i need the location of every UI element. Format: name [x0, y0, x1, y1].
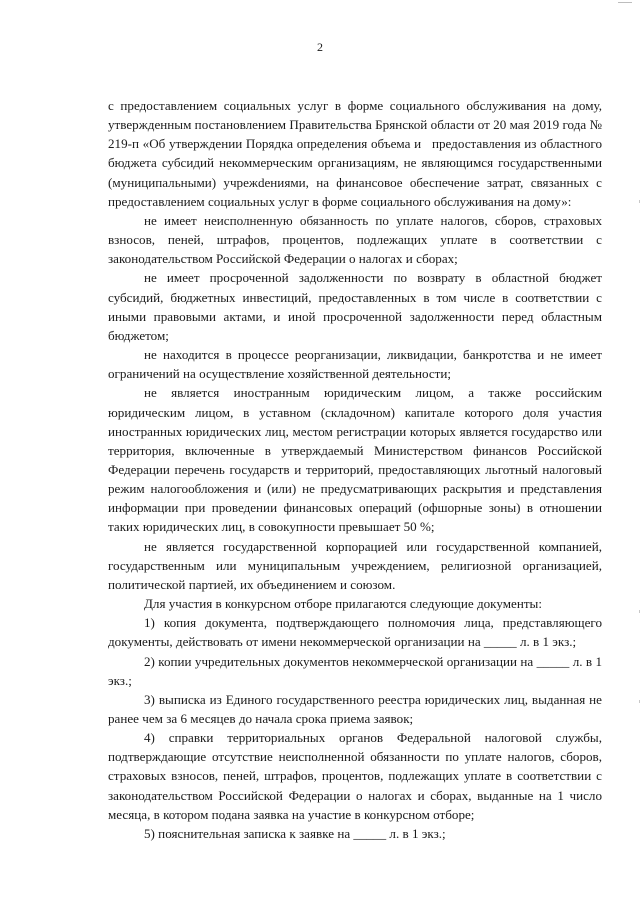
paragraph: не имеет неисполненную обязанность по уплате налогов, сборов, страховых взносов, пеней, штрафов, процентов, подлежащих уплате в соответствии с законодательством Российской Федерации о налогах и сборах;: [108, 212, 602, 267]
paragraph: с предоставлением социальных услуг в форме социального обслуживания на дому, утвержденным постановлением Правительства Брянской области от 20 мая 2019 года № 219-п «Об утверждении Порядка определения объема и предоставления из областного бюджета субсидий некоммерческим организациям, не являющимся государственными (муниципальными) учрежdениями, на финансовое обеспечение затрат, связанных с предоставлением социальных услуг в форме социального обслуживания на дому»:: [108, 98, 602, 209]
paragraph: не имеет просроченной задолженности по возврату в областной бюджет субсидий, бюджетных инвестиций, предоставленных в том числе в соответствии с иными правовыми актами, и иной просроченной задолженности перед областным бюджетом;: [108, 270, 602, 343]
page-number: 2: [317, 40, 323, 54]
list-item-paragraph: 3) выписка из Единого государственного реестра юридических лиц, выданная не ранее чем за 6 месяцев до начала срока приема заявок;: [108, 691, 602, 726]
list-item-paragraph: 2) копии учредительных документов некоммерческой организации на _____ л. в 1 экз.;: [108, 653, 602, 688]
list-item-paragraph: 4) справки территориальных органов Федеральной налоговой службы, подтверждающие отсутствие неисполненной обязанности по уплате налогов, сборов, страховых взносов, пеней, штрафов, процентов, подлежащих уплате в соответствии с законодательством Российской Федерации о налогах и сборах, выданные на 1 число месяца, в котором подана заявка на участие в конкурсном отборе;: [108, 730, 602, 822]
list-item-paragraph: 1) копия документа, подтверждающего полномочия лица, представляющего документы, действовать от имени некоммерческой организации на _____ л. в 1 экз.;: [108, 615, 602, 650]
list-item-paragraph: 5) пояснительная записка к заявке на _____ л. в 1 экз.;: [144, 825, 446, 841]
paragraph: не является государственной корпорацией или государственной компанией, государственным или муниципальным учреждением, религиозной организацией, политической партией, их объединением и союзом.: [108, 538, 602, 592]
document-body: [108, 96, 602, 843]
paragraph: не является иностранным юридическим лицом, а также российским юридическим лицом, в уставном (складочном) капитале которого доля участия иностранных юридических лиц, местом регистрации которых является государство или территория, включенные в утверждаемый Министерством финансов Российской Федерации перечень государств и территорий, предоставляющих льготный налоговый режим налогообложения и (или) не предусматривающих раскрытия и представления информации при проведении финансовых операций (офшорные зоны) в отношении таких юридических лиц, в совокупности превышает 50 %;: [108, 385, 602, 535]
scan-edge-mark: [618, 2, 632, 3]
paragraph: не находится в процессе реорганизации, ликвидации, банкротства и не имеет ограничений на осуществление хозяйственной деятельности;: [108, 347, 602, 382]
paragraph: Для участия в конкурсном отборе прилагаются следующие документы:: [144, 596, 542, 612]
